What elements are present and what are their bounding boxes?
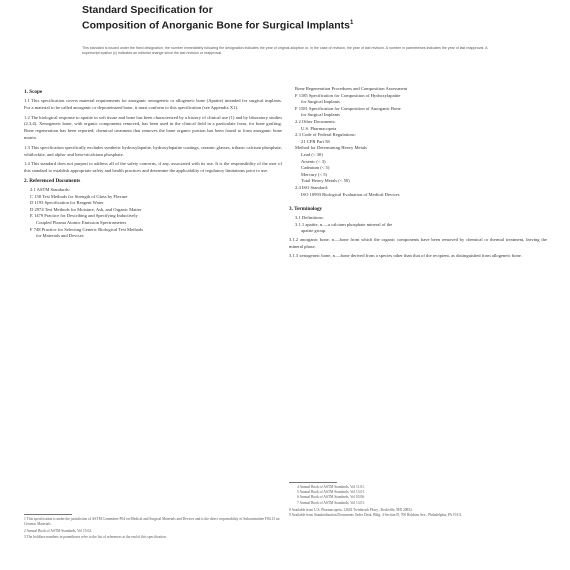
reference-item: F 748 Practice for Selecting Generic Biological Test Methods [30,226,144,232]
reference-item: U.S. Pharmacopeia [301,125,337,131]
footnote: 5 Annual Book of ASTM Standards, Vol 13.01. [297,490,365,495]
reference-item: F 1581 Specification for Composition of Anorganic Bone [295,105,401,111]
reference-item: E 1479 Practice for Describing and Specifying Inductively [30,213,138,219]
footnote-divider [289,482,337,483]
right-column [289,86,547,263]
reference-item: C 158 Test Methods for Strength of Glass by Flexure [30,193,128,199]
reference-item: 2.1 ASTM Standards: [30,186,70,192]
definition-item: apatite group. [301,228,327,234]
footnote: 3 The boldface numbers in parentheses refer to the list of references at the end of this specification. [24,535,167,540]
footnote: 8 Available from U.S. Pharmacopeia, 12601 Twinbrook Pkwy., Rockville, MD 20852. 9 Available from Standardization Documents Order Desk, Bldg. 4 Section D, 700 Robbins Ave., Philadelphia, PA 19111. [289,507,463,518]
section-heading-referenced-documents: 2. Referenced Documents [24,177,81,184]
paragraph-1-3: 1.3 This specification specifically excludes synthetic hydroxylapatite, hydroxylapatite coatings, ceramic glasses, tribasic calcium phosphate, whitlockite, and alpha- and beta-tricalcium phosphate. [24,144,282,157]
footnote: 7 Annual Book of ASTM Standards, Vol 13.01. [297,500,365,505]
reference-item: F 1185 Specification for Composition of Hydroxylapatite [295,92,401,98]
limit-item: Lead (< 30) [301,151,323,157]
reference-item: 2.3 Code of Federal Regulations: [295,132,356,138]
reference-item: for Materials and Devices [36,233,84,239]
title-text: Composition of Anorganic Bone for Surgical Implants [82,19,350,32]
definition-item: 3.1.1 apatite, n.—a calcium phosphate mineral of the [295,221,393,227]
title-line-1: Standard Specification for [82,4,213,16]
reference-item: 2.4 ISO Standard: [295,184,329,190]
paragraph-3-1-3: 3.1.3 xenogeneic bone, n.—bone derived from a species other than that of the recipient, as distinguished from allogeneic bone. [289,253,522,259]
title-line-2 [82,17,502,33]
designation-note: This standard is issued under the fixed designation; the number immediately following the designation indicates the year of original adoption or, in the case of revision, the year of last revision. A number in parentheses indicates the year of last reapproval. A superscript epsilon (ε) indicates an editorial change since the last revision or reapproval. [82,46,488,56]
definition-item: 3.1 Definitions: [295,215,324,221]
document-title [82,4,502,33]
limit-item: Total Heavy Metals (< 50) [301,178,350,184]
reference-item: D 2974 Test Methods for Moisture, Ash, and Organic Matter [30,206,142,212]
reference-item: 2.2 Other Documents: [295,118,336,124]
reference-item: Bone Regeneration Procedures and Composition Assessment [295,86,408,91]
limit-item: Mercury (< 5) [301,171,328,177]
footnote: 4 Annual Book of ASTM Standards, Vol 11.01. [297,485,365,489]
paragraph-3-1-2: 3.1.2 anorganic bone, n.—bone from which the organic components have been removed by chemical or thermal treatment, leaving the mineral phase. [289,236,547,249]
paragraph-1-1: 1.1 This specification covers material requirements for anorganic xenogeneic or allogeneic bone (Apatite) intended for surgical implants. For a material to be called anorganic or deproteinized bone, it must conform to this specification (see Appendix X1). [24,98,282,110]
footnote: 2 Annual Book of ASTM Standards, Vol 15.02. [24,528,92,533]
limit-item: Arsenic (< 3) [301,158,326,164]
paragraph-1-2: 1.2 The biological response to apatite in soft tissue and bone has been characterized by a history of clinical use (1) and by laboratory studies (2,3,4). Xenogeneic bone, with organic components removed, has been used in the clinical field in a particulate form, for bone grafting. Bone regeneration has been reported; chemical treatment that removes the bone organic portion has been found to form anorganic bone matrix. [24,114,282,140]
section-heading-scope: 1. Scope [24,89,43,95]
reference-item: Method for Determining Heavy Metals [295,145,367,151]
limit-item: Cadmium (< 5) [301,165,330,171]
footnote: 1 This specification is under the jurisdiction of ASTM Committee F04 on Medical and Surgical Materials and Devices and is the direct responsibility of Subcommittee F04.13 on Ceramic Materials. [24,517,280,527]
reference-item: 21 CFR Part 58 [301,138,330,144]
section-heading-terminology: 3. Terminology [289,206,323,213]
reference-item: for Surgical Implants [301,112,340,118]
reference-item: for Surgical Implants [301,99,340,105]
reference-item: Coupled Plasma Atomic Emission Spectrometers [36,219,127,225]
paragraph-1-4: 1.4 This standard does not purport to address all of the safety concerns, if any, associated with its use. It is the responsibility of the user of this standard to establish appropriate safety and health practices and determine the applicability of regulatory limitations prior to use. [24,161,282,174]
left-footnotes [24,510,282,542]
reference-item: D 1193 Specification for Reagent Water [30,200,104,206]
right-footnotes [289,478,547,520]
title-footnote-marker: 1 [349,20,354,26]
left-column [24,86,282,240]
reference-item: ISO 10993 Biological Evaluation of Medical Devices [301,191,400,197]
footnote: 6 Annual Book of ASTM Standards, Vol 03.06. [297,495,365,500]
footnote-divider [24,514,72,515]
